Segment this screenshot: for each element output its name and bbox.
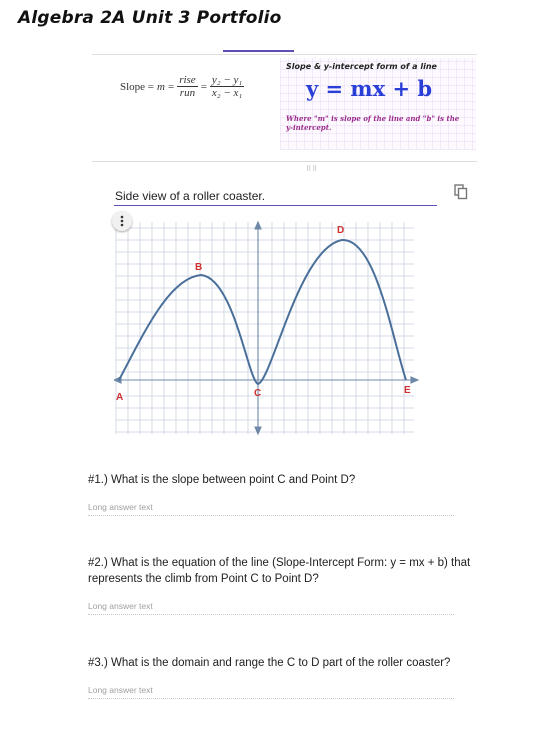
slope-equals-1: = [167, 80, 175, 93]
card-heading: Slope & y-intercept form of a line [286, 62, 437, 71]
answer-field-2[interactable]: Long answer text [88, 601, 454, 615]
coordinate-difference [210, 74, 244, 99]
graph-axes [114, 222, 418, 434]
roller-coaster-graph [114, 218, 424, 438]
x-difference: x₂ − x₁ [211, 87, 243, 99]
question-2: #2.) What is the equation of the line (Slope-Intercept Form: y = mx + b) that represents the climb from Point C to Point D? [88, 557, 471, 585]
run-label: run [179, 87, 196, 99]
more-options-button[interactable] [112, 211, 132, 231]
question-3: #3.) What is the domain and range the C to D part of the roller coaster? [88, 657, 451, 669]
point-a-label: A [116, 392, 124, 403]
image-caption-input[interactable] [114, 187, 437, 206]
item-divider [92, 161, 477, 162]
point-e-label: E [404, 385, 411, 396]
copy-icon[interactable] [454, 184, 468, 200]
slope-formula [120, 74, 244, 99]
slope-lead: Slope = [120, 80, 155, 93]
rise-over-run [177, 74, 198, 99]
slope-equals-2: = [200, 80, 207, 93]
graph-grid [116, 222, 414, 434]
y-difference: y₂ − y₁ [211, 74, 243, 86]
point-c-label: C [254, 388, 262, 399]
page-title: Algebra 2A Unit 3 Portfolio [18, 8, 282, 28]
rise-label: rise [179, 74, 196, 86]
card-note: Where "m" is slope of the line and "b" is the y-intercept. [286, 114, 460, 132]
slope-m: m [157, 80, 165, 93]
point-d-label: D [337, 225, 345, 236]
drag-handle-icon[interactable]: ⠿⠿ [306, 166, 319, 173]
section-divider [92, 54, 477, 55]
card-equation: y = mx + b [306, 76, 433, 101]
question-1: #1.) What is the slope between point C and Point D? [88, 474, 356, 486]
answer-field-3[interactable]: Long answer text [88, 685, 454, 699]
slope-intercept-card [280, 58, 476, 150]
point-b-label: B [195, 262, 203, 273]
more-vert-icon [120, 215, 124, 227]
section-accent-bar [223, 50, 294, 52]
answer-field-1[interactable]: Long answer text [88, 502, 454, 516]
